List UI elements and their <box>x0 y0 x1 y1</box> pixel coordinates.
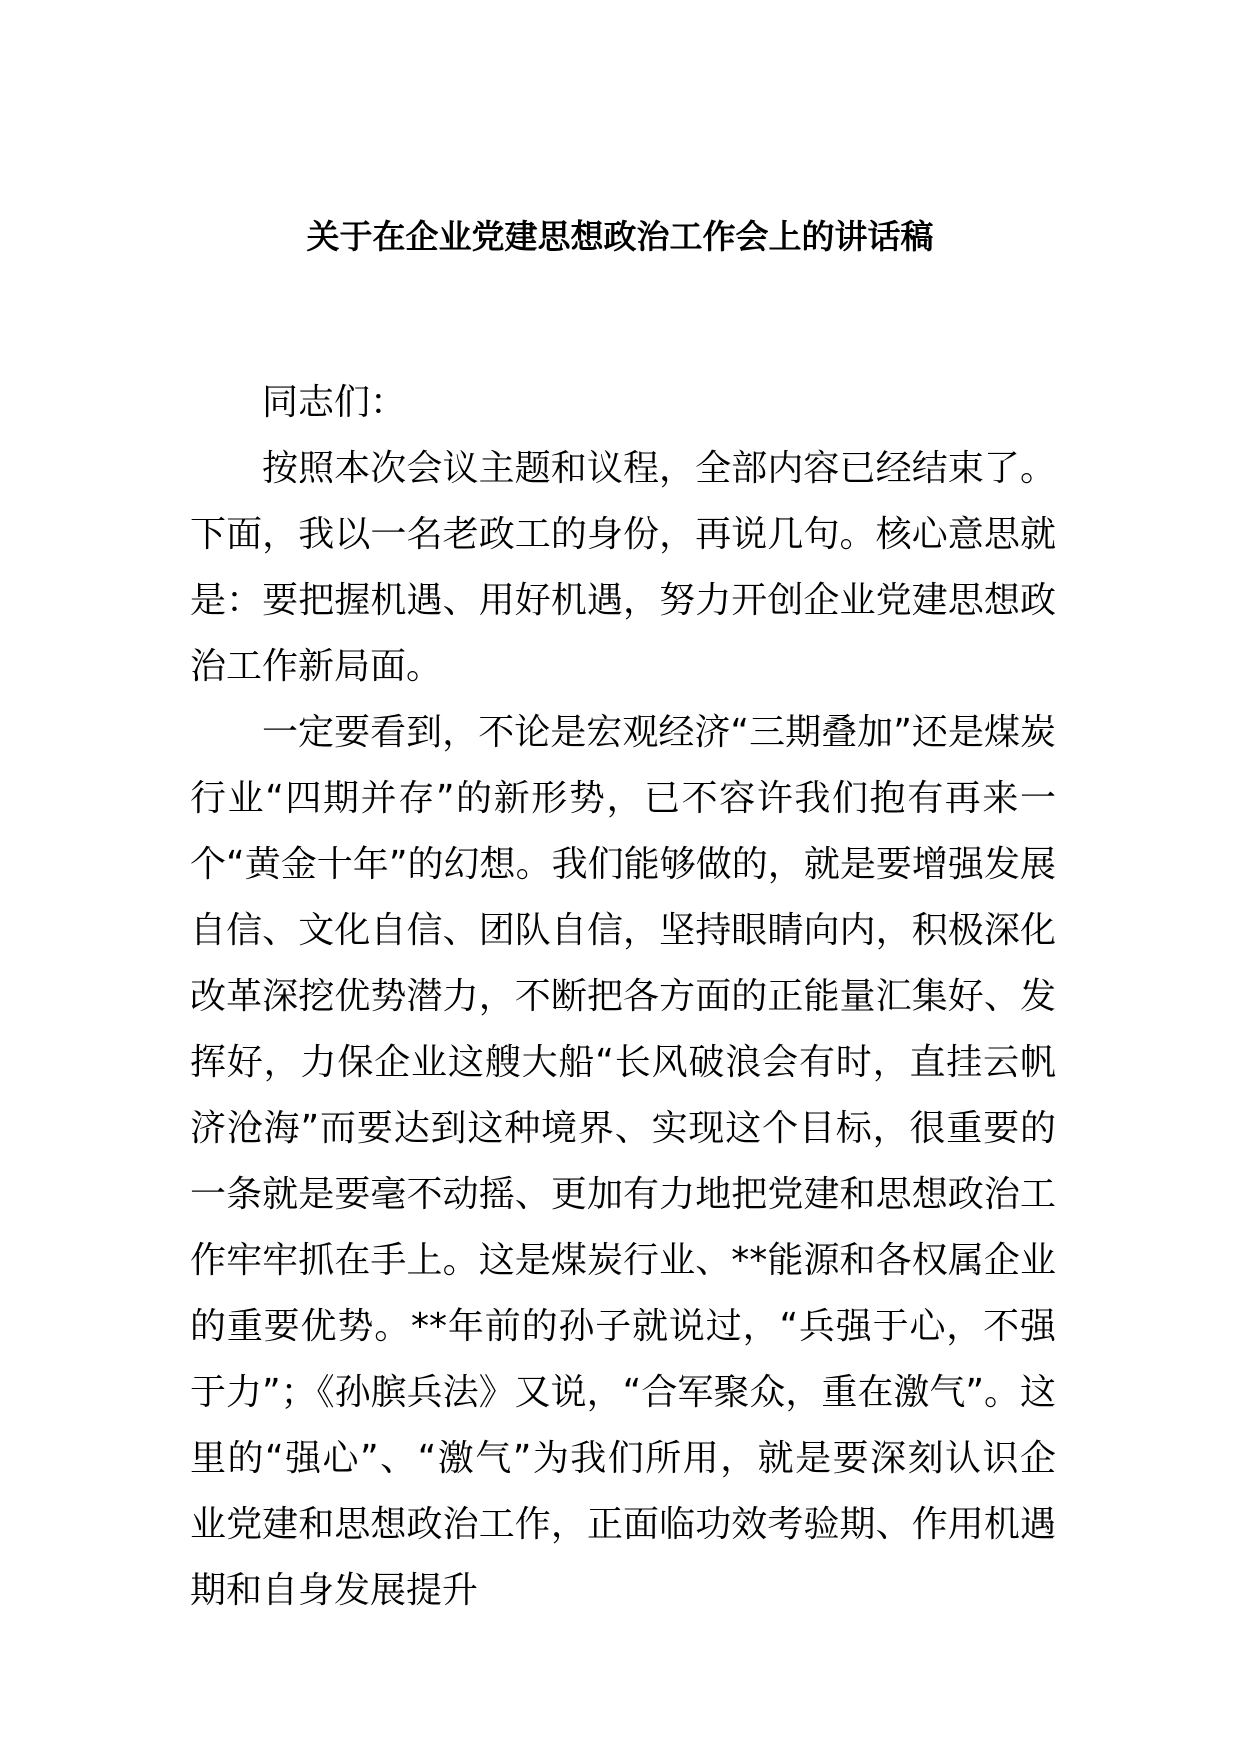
paragraph: 一定要看到，不论是宏观经济“三期叠加”还是煤炭行业“四期并存”的新形势，已不容许我们抱有再来一个“黄金十年”的幻想。我们能够做的，就是要增强发展自信、文化自信、团队自信，坚持眼睛向内，积极深化改革深挖优势潜力，不断把各方面的正能量汇集好、发挥好，力保企业这艘大船“长风破浪会有时，直挂云帆济沧海”而要达到这种境界、实现这个目标，很重要的一条就是要毫不动摇、更加有力地把党建和思想政治工作牢牢抓在手上。这是煤炭行业、**能源和各权属企业的重要优势。**年前的孙子就说过，“兵强于心，不强于力”；《孙膑兵法》又说，“合军聚众，重在激气”。这里的“强心”、“激气”为我们所用，就是要深刻认识企业党建和思想政治工作，正面临功效考验期、作用机遇期和自身发展提升 <box>190 712 1056 1611</box>
document-body <box>190 370 1056 1624</box>
document-title: 关于在企业党建思想政治工作会上的讲话稿 <box>306 217 934 256</box>
salutation: 同志们： <box>262 382 407 423</box>
paragraph: 按照本次会议主题和议程，全部内容已经结束了。下面，我以一名老政工的身份，再说几句。核心意思就是：要把握机遇、用好机遇，努力开创企业党建思想政治工作新局面。 <box>190 448 1056 687</box>
